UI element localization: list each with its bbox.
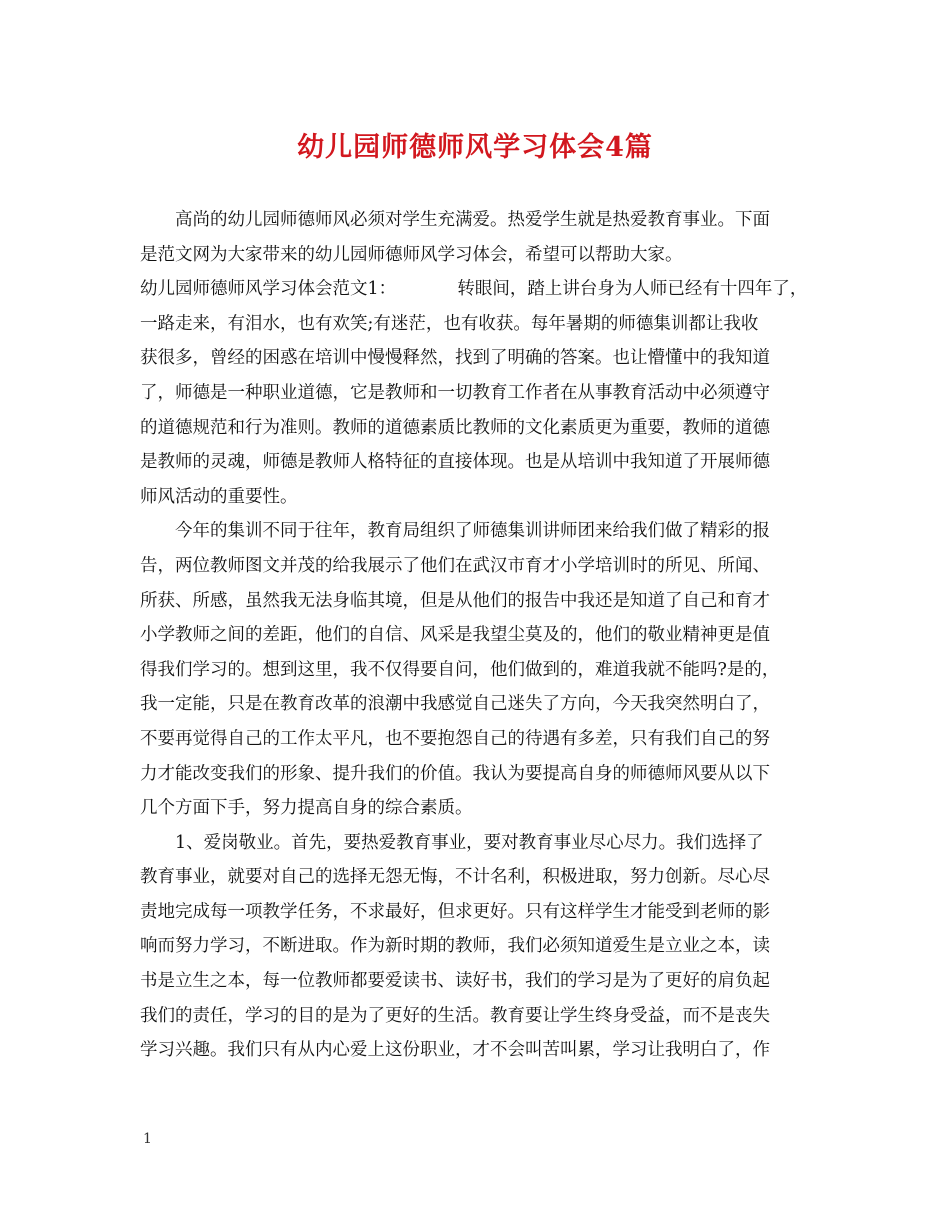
document-title: 幼儿园师德师风学习体会4篇 (297, 132, 653, 163)
text-line: 我们的责任，学习的目的是为了更好的生活。教育要让学生终身受益，而不是丧失 (140, 1005, 770, 1026)
text-line: 今年的集训不同于往年，教育局组织了师德集训讲师团来给我们做了精彩的报 (140, 521, 770, 542)
text-line: 的道德规范和行为准则。教师的道德素质比教师的文化素质更为重要，教师的道德 (140, 417, 770, 438)
text-line: 是范文网为大家带来的幼儿园师德师风学习体会，希望可以帮助大家。 (140, 244, 683, 265)
text-line: 力才能改变我们的形象、提升我们的价值。我认为要提高自身的师德师风要从以下 (140, 763, 770, 784)
text-line: 幼儿园师德师风学习体会范文1： 转眼间，踏上讲台身为人师已经有十四年了， (140, 279, 808, 300)
text-line: 学习兴趣。我们只有从内心爱上这份职业，才不会叫苦叫累，学习让我明白了，作 (140, 1040, 770, 1061)
text-line: 几个方面下手，努力提高自身的综合素质。 (140, 798, 473, 819)
text-line: 告，两位教师图文并茂的给我展示了他们在武汉市育才小学培训时的所见、所闻、 (140, 555, 770, 576)
text-line: 所获、所感，虽然我无法身临其境，但是从他们的报告中我还是知道了自己和育才 (140, 590, 770, 611)
text-line: 1、爱岗敬业。首先，要热爱教育事业，要对教育事业尽心尽力。我们选择了 (140, 832, 764, 853)
text-line: 高尚的幼儿园师德师风必须对学生充满爱。热爱学生就是热爱教育事业。下面 (140, 210, 770, 230)
text-line: 不要再觉得自己的工作太平凡，也不要抱怨自己的待遇有多差，只有我们自己的努 (140, 728, 770, 749)
text-line: 是教师的灵魂，师德是教师人格特征的直接体现。也是从培训中我知道了开展师德 (140, 452, 770, 473)
document-body (140, 203, 820, 1068)
text-line: 获很多，曾经的困惑在培训中慢慢释然，找到了明确的答案。也让懵懂中的我知道 (140, 348, 770, 369)
text-line: 师风活动的重要性。 (140, 486, 298, 507)
text-line: 教育事业，就要对自己的选择无怨无悔，不计名利，积极进取，努力创新。尽心尽 (140, 867, 770, 888)
text-line: 书是立生之本，每一位教师都要爱读书、读好书，我们的学习是为了更好的肩负起 (140, 971, 770, 992)
text-line: 得我们学习的。想到这里，我不仅得要自问，他们做到的，难道我就不能吗?是的， (140, 659, 780, 680)
text-line: 响而努力学习，不断进取。作为新时期的教师，我们必须知道爱生是立业之本，读 (140, 936, 770, 957)
text-line: 责地完成每一项教学任务，不求最好，但求更好。只有这样学生才能受到老师的影 (140, 901, 770, 922)
text-line: 一路走来，有泪水，也有欢笑;有迷茫，也有收获。每年暑期的师德集训都让我收 (140, 313, 759, 334)
page-number: 1 (143, 1131, 152, 1147)
text-line: 我一定能，只是在教育改革的浪潮中我感觉自己迷失了方向，今天我突然明白了， (140, 694, 770, 715)
text-line: 小学教师之间的差距，他们的自信、风采是我望尘莫及的，他们的敬业精神更是值 (140, 625, 770, 646)
text-line: 了，师德是一种职业道德，它是教师和一切教育工作者在从事教育活动中必须遵守 (140, 382, 770, 403)
